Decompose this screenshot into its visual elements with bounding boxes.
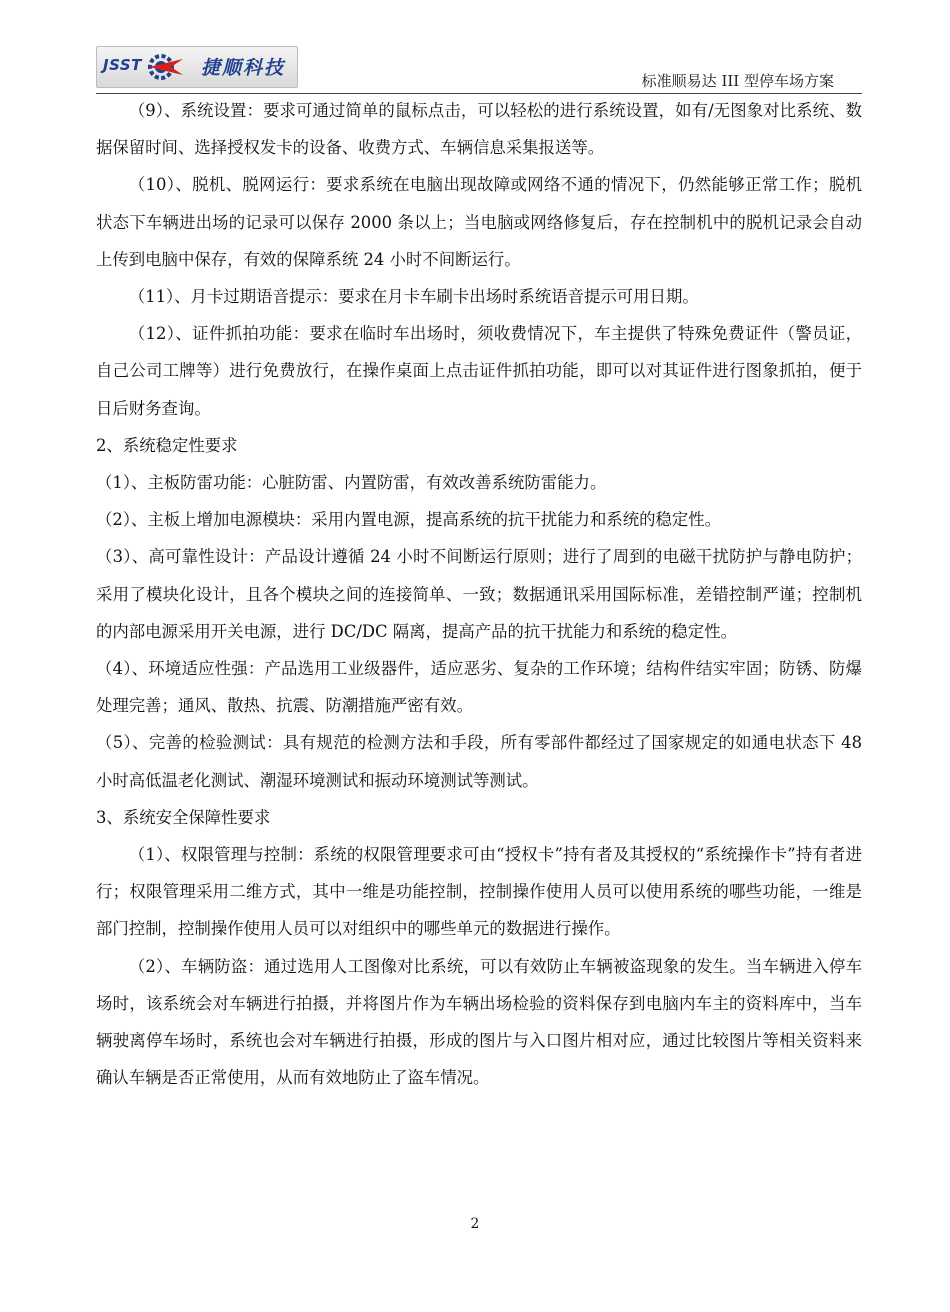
- section-heading-security: 3、系统安全保障性要求: [96, 807, 271, 827]
- logo-wordmark-cn: 捷顺科技: [201, 57, 286, 79]
- document-title: 标准顺易达 III 型停车场方案: [641, 72, 834, 90]
- paragraph-monthly-card-voice: （11）、月卡过期语音提示：要求在月卡车刷卡出场时系统语音提示可用日期。: [128, 287, 699, 307]
- paragraph-vehicle-anti-theft: （2）、车辆防盗：通过选用人工图像对比系统，可以有效防止车辆被盗现象的发生。当车辆进入停车场时，该系统会对车辆进行拍摄，并将图片作为车辆出场检验的资料保存到电脑内车主的资料库中，当车辆驶离停车场时，系统也会对车辆进行拍摄，形成的图片与入口图片相对应，通过比较图片等相关资料来确认车辆是否正常使用，从而有效地防止了盗车情况。: [96, 956, 862, 1088]
- gear-icon: [141, 49, 185, 85]
- page-number: 2: [470, 1216, 480, 1232]
- paragraph-reliability-design: （3）、高可靠性设计：产品设计遵循 24 小时不间断运行原则；进行了周到的电磁干扰防护与静电防护；采用了模块化设计，且各个模块之间的连接简单、一致；数据通讯采用国际标准，差错控制严谨；控制机的内部电源采用开关电源，进行 DC/DC 隔离，提高产品的抗干扰能力和系统的稳定性。: [96, 547, 862, 641]
- logo-wordmark-en: JSST: [103, 56, 142, 74]
- paragraph-certificate-capture: （12）、证件抓拍功能：要求在临时车出场时，须收费情况下，车主提供了特殊免费证件（警员证，自己公司工牌等）进行免费放行，在操作桌面上点击证件抓拍功能，即可以对其证件进行图象抓拍，便于日后财务查询。: [96, 324, 862, 418]
- body-content: [96, 92, 862, 1096]
- paragraph-lightning-protection: （1）、主板防雷功能：心脏防雷、内置防雷，有效改善系统防雷能力。: [96, 473, 607, 493]
- paragraph-environment-adaptability: （4）、环境适应性强：产品选用工业级器件，适应恶劣、复杂的工作环境；结构件结实牢固；防锈、防爆处理完善；通风、散热、抗震、防潮措施严密有效。: [96, 659, 862, 716]
- paragraph-power-module: （2）、主板上增加电源模块：采用内置电源，提高系统的抗干扰能力和系统的稳定性。: [96, 510, 722, 530]
- section-heading-stability: 2、系统稳定性要求: [96, 435, 238, 455]
- paragraph-system-settings: （9）、系统设置：要求可通过简单的鼠标点击，可以轻松的进行系统设置，如有/无图象对比系统、数据保留时间、选择授权发卡的设备、收费方式、车辆信息采集报送等。: [96, 101, 862, 158]
- page-header: [96, 46, 862, 94]
- paragraph-permission-management: （1）、权限管理与控制：系统的权限管理要求可由“授权卡”持有者及其授权的“系统操作卡”持有者进行；权限管理采用二维方式，其中一维是功能控制，控制操作使用人员可以使用系统的哪些功能，一维是部门控制，控制操作使用人员可以对组织中的哪些单元的数据进行操作。: [96, 845, 862, 939]
- company-logo: [96, 46, 298, 88]
- paragraph-inspection-testing: （5）、完善的检验测试：具有规范的检测方法和手段，所有零部件都经过了国家规定的如通电状态下 48 小时高低温老化测试、潮湿环境测试和振动环境测试等测试。: [96, 733, 862, 790]
- paragraph-offline-operation: （10）、脱机、脱网运行：要求系统在电脑出现故障或网络不通的情况下，仍然能够正常工作；脱机状态下车辆进出场的记录可以保存 2000 条以上；当电脑或网络修复后，存在控制机中的脱机记录会自动上传到电脑中保存，有效的保障系统 24 小时不间断运行。: [96, 175, 862, 269]
